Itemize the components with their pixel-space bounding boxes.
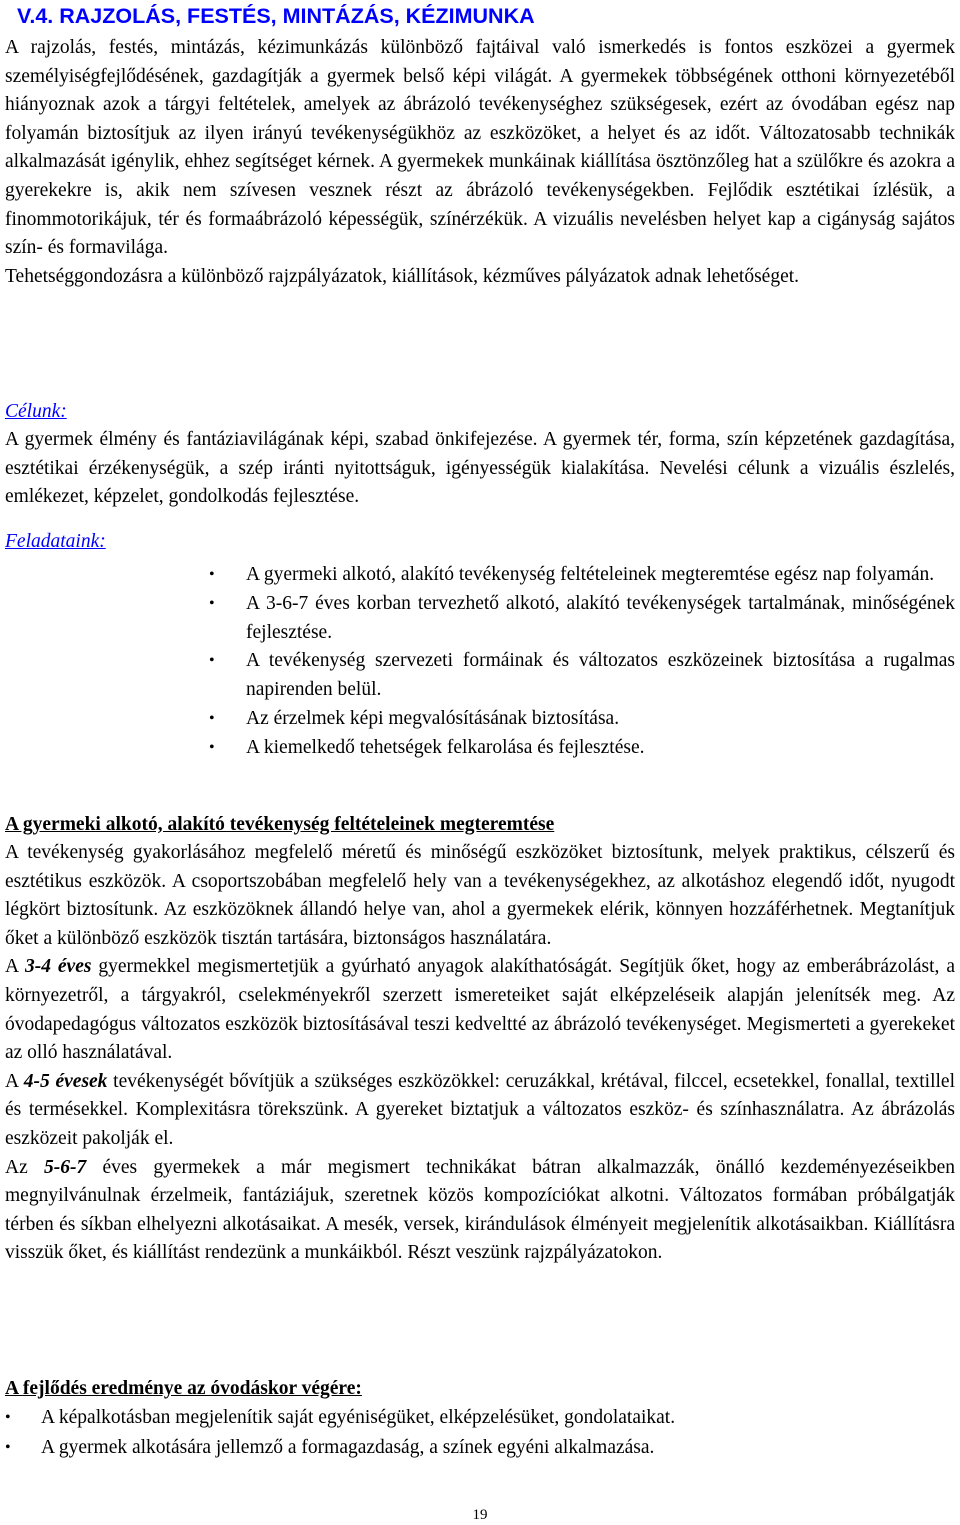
list-item-text: Az érzelmek képi megvalósításának biztosítása.	[246, 707, 620, 729]
intro-paragraph: A rajzolás, festés, mintázás, kézimunkázás különböző fajtáival való ismerkedés is fontos eszközei a gyermek személyiségfejlődésének, gazdagítják a gyermek belső képi világát. A gyermekek többségének otthoni környezetéből hiányoznak azok a tárgyi feltételek, amelyek az ábrázoló tevékenységhez szükségesek, ezért az óvodában egész nap folyamán biztosítjuk az ilyen irányú tevékenységükhöz az eszközöket, a helyet és az időt. Változatosabb technikák alkalmazását igénylik, ehhez segítséget kérnek. A gyermekek munkáinak kiállítása ösztönzőleg hat a szülőkre és azokra a gyerekekre is, akik nem szívesen vesznek részt az ábrázoló tevékenységekben. Fejlődik esztétikai ízlésük, a finommotorikájuk, tér és formaábrázoló képességük, színérzékük. A vizuális nevelésben helyet kap a cigányság sajátos szín- és formavilága.	[5, 37, 955, 259]
results-section	[5, 1375, 955, 1462]
list-item-text: A gyermeki alkotó, alakító tevékenység feltételeinek megteremtése egész nap folyamán.	[246, 564, 935, 585]
intro-paragraph-talent: Tehetséggondozásra a különböző rajzpályázatok, kiállítások, kézműves pályázatok adnak lehetőséget.	[5, 265, 800, 287]
conditions-section	[5, 811, 955, 1268]
goal-section	[5, 398, 955, 512]
list-item	[5, 647, 955, 705]
age-5-6-7-paragraph	[5, 1154, 955, 1268]
age-label: 4-5 évesek	[23, 1070, 108, 1092]
list-item	[5, 705, 955, 734]
age-3-4-paragraph	[5, 953, 955, 1067]
list-item-text: A tevékenység szervezeti formáinak és változatos eszközeinek biztosítása a rugalmas napirenden belül.	[246, 650, 955, 701]
goal-heading: Célunk:	[5, 401, 67, 422]
results-heading: A fejlődés eredménye az óvodáskor végére:	[5, 1378, 362, 1399]
bullet-icon: •	[209, 566, 215, 583]
bullet-icon: •	[209, 652, 215, 670]
age-paragraph-prefix: A	[5, 1070, 24, 1092]
age-label: 3-4 éves	[24, 956, 92, 978]
age-4-5-paragraph	[5, 1068, 955, 1154]
age-paragraph-text: éves gyermekek a már megismert technikákat bátran alkalmazzák, önálló kezdeményezéseikben megnyilvánulnak érzelmeik, fantáziájuk, szeretnek közös kompozíciókat alkotni. Változatos formában próbálgatják térben és síkban elhelyezni alkotásaikat. A mesék, versek, kirándulások élményeit megjelenítik alkotásaikban. Kiállításra visszük őket, és kiállítást rendezünk a munkáikból. Részt veszünk rajzpályázatokon.	[5, 1156, 955, 1264]
bullet-icon: •	[5, 1409, 11, 1426]
intro-section	[5, 34, 955, 291]
goal-paragraph: A gyermek élmény és fantáziavilágának képi, szabad önkifejezése. A gyermek tér, forma, szín képzetének gazdagítása, esztétikai érzékenységük, a szép iránti nyitottságuk, igényességük kialakítása. Nevelési célunk a vizuális észlelés, emlékezet, képzelet, gondolkodás fejlesztése.	[5, 429, 955, 508]
bullet-icon: •	[209, 709, 215, 727]
age-paragraph-text: gyermekkel megismertetjük a gyúrható anyagok alakíthatóságát. Segítjük őket, hogy az emberábrázolást, a környezetről, a tárgyakról, cselekményekről szerzett ismereteiket saját elképzeléseik alapján jelenítsék meg. Az óvodapedagógus változatos eszközök biztosításával teszi kedveltté az ábrázoló tevékenységet. Megismerteti a gyerekeket az olló használatával.	[5, 956, 955, 1064]
tasks-section	[5, 528, 955, 763]
bullet-icon: •	[209, 594, 215, 612]
list-item	[5, 590, 955, 648]
conditions-paragraph: A tevékenység gyakorlásához megfelelő méretű és minőségű eszközöket biztosítunk, melyek praktikus, célszerű és esztétikus eszközök. A csoportszobában megfelelő hely van a tevékenységekhez, az alkotáshoz elegendő időt, nyugodt légkört biztosítunk. Az eszközöknek állandó helye van, ahol a gyermekek elérik, könnyen hozzáférhetnek. Megtanítjuk őket a különböző eszközök tisztán tartására, biztonságos használatára.	[5, 842, 955, 949]
list-item	[5, 561, 955, 590]
age-label: 5-6-7	[43, 1156, 87, 1178]
age-paragraph-prefix: Az	[5, 1156, 44, 1178]
age-paragraph-text: tevékenységét bővítjük a szükséges eszközökkel: ceruzákkal, krétával, filccel, ecsetekkel, fonallal, textillel és termésekkel. Komplexitásra törekszünk. A gyereket biztatjuk a változatos eszköz- és színhasználatra. Az ábrázolás eszközeit pakolják el.	[5, 1070, 955, 1149]
bullet-icon: •	[209, 738, 215, 756]
page-number: 19	[472, 1507, 488, 1523]
list-item-text: A kiemelkedő tehetségek felkarolása és fejlesztése.	[246, 736, 645, 758]
list-item	[5, 734, 955, 763]
list-item-text: A gyermek alkotására jellemző a formagazdaság, a színek egyéni alkalmazása.	[41, 1436, 655, 1458]
page-title: V.4. RAJZOLÁS, FESTÉS, MINTÁZÁS, KÉZIMUNKA	[17, 4, 535, 28]
list-item-text: A 3-6-7 éves korban tervezhető alkotó, alakító tevékenységek tartalmának, minőségének fejlesztése.	[246, 592, 955, 643]
results-list	[5, 1403, 955, 1462]
tasks-list	[5, 561, 955, 763]
conditions-heading: A gyermeki alkotó, alakító tevékenység feltételeinek megteremtése	[5, 814, 555, 835]
list-item-text: A képalkotásban megjelenítik saját egyéniségüket, elképzelésüket, gondolataikat.	[41, 1407, 676, 1428]
age-paragraph-prefix: A	[5, 956, 25, 978]
list-item	[5, 1433, 955, 1463]
tasks-heading: Feladataink:	[5, 531, 106, 552]
bullet-icon: •	[5, 1438, 11, 1456]
list-item	[5, 1403, 955, 1433]
